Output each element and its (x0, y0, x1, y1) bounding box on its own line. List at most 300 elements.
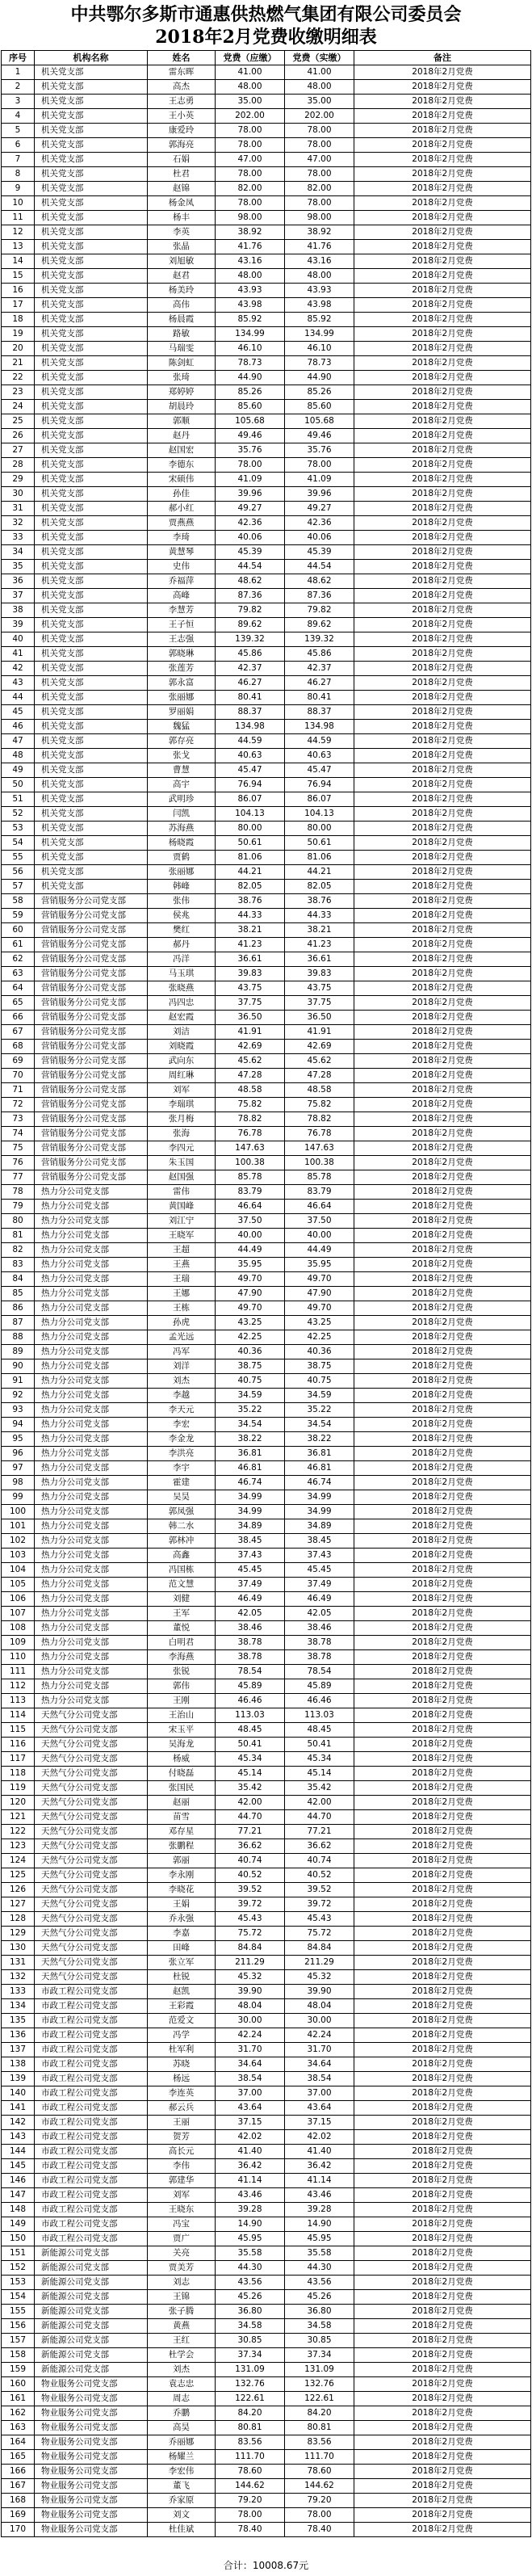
cell-remark: 2018年2月党费 (354, 720, 531, 734)
cell-org: 机关党支部 (35, 720, 148, 734)
cell-remark: 2018年2月党费 (354, 909, 531, 923)
cell-remark: 2018年2月党费 (354, 2014, 531, 2028)
cell-due: 43.25 (216, 1316, 285, 1330)
cell-name: 郭林冲 (148, 1534, 216, 1549)
table-row (2, 2101, 531, 2116)
cell-paid: 34.54 (285, 1418, 354, 1432)
cell-name: 付晓磊 (148, 1767, 216, 1781)
table-row (2, 400, 531, 414)
cell-paid: 48.45 (285, 1723, 354, 1738)
cell-org: 机关党支部 (35, 473, 148, 487)
cell-remark: 2018年2月党费 (354, 1185, 531, 1200)
cell-index: 68 (2, 1040, 35, 1054)
cell-org: 新能源公司党支部 (35, 2348, 148, 2363)
cell-name: 黄慧琴 (148, 545, 216, 560)
cell-name: 张丽娜 (148, 865, 216, 880)
cell-index: 54 (2, 836, 35, 851)
cell-due: 35.76 (216, 443, 285, 458)
cell-index: 131 (2, 1956, 35, 1970)
table-row (2, 1098, 531, 1112)
table-row (2, 1519, 531, 1534)
cell-org: 热力分公司党支部 (35, 1621, 148, 1636)
cell-remark: 2018年2月党费 (354, 1897, 531, 1912)
cell-remark: 2018年2月党费 (354, 1883, 531, 1897)
cell-due: 46.46 (216, 1694, 285, 1708)
cell-due: 39.83 (216, 967, 285, 981)
cell-name: 杜佳斌 (148, 2523, 216, 2537)
cell-remark: 2018年2月党费 (354, 952, 531, 967)
cell-due: 49.27 (216, 502, 285, 516)
cell-due: 47.28 (216, 1069, 285, 1083)
cell-name: 李四元 (148, 1141, 216, 1156)
cell-org: 物业服务公司党支部 (35, 2479, 148, 2494)
cell-remark: 2018年2月党费 (354, 2101, 531, 2116)
cell-index: 30 (2, 487, 35, 502)
cell-index: 127 (2, 1897, 35, 1912)
cell-index: 156 (2, 2319, 35, 2334)
cell-index: 121 (2, 1810, 35, 1825)
table-row (2, 2290, 531, 2305)
cell-name: 苗雪 (148, 1810, 216, 1825)
cell-paid: 47.28 (285, 1069, 354, 1083)
cell-remark: 2018年2月党费 (354, 531, 531, 545)
table-row (2, 2276, 531, 2290)
cell-name: 张晓燕 (148, 981, 216, 996)
table-row (2, 2130, 531, 2145)
cell-index: 164 (2, 2435, 35, 2450)
cell-due: 43.56 (216, 2276, 285, 2290)
table-row (2, 1927, 531, 1941)
table-row (2, 1389, 531, 1403)
cell-paid: 35.42 (285, 1781, 354, 1796)
cell-paid: 134.98 (285, 720, 354, 734)
cell-name: 高宇 (148, 778, 216, 792)
cell-org: 市政工程公司党支部 (35, 2145, 148, 2159)
cell-org: 营销服务分公司党支部 (35, 1170, 148, 1185)
cell-paid: 80.41 (285, 691, 354, 705)
cell-remark: 2018年2月党费 (354, 1054, 531, 1069)
cell-name: 周红琳 (148, 1069, 216, 1083)
cell-paid: 78.00 (285, 167, 354, 182)
cell-name: 邓存星 (148, 1825, 216, 1839)
table-row (2, 458, 531, 473)
cell-name: 赵锦 (148, 182, 216, 196)
cell-due: 35.00 (216, 95, 285, 109)
table-row (2, 1316, 531, 1330)
table-row (2, 2072, 531, 2086)
cell-org: 热力分公司党支部 (35, 1316, 148, 1330)
cell-name: 赵凯 (148, 1985, 216, 1999)
cell-remark: 2018年2月党费 (354, 1519, 531, 1534)
cell-index: 133 (2, 1985, 35, 1999)
cell-index: 149 (2, 2217, 35, 2232)
cell-due: 44.90 (216, 371, 285, 385)
cell-due: 36.61 (216, 952, 285, 967)
cell-name: 刘军 (148, 2188, 216, 2203)
table-row (2, 1854, 531, 1868)
cell-paid: 78.00 (285, 138, 354, 153)
cell-remark: 2018年2月党费 (354, 182, 531, 196)
cell-remark: 2018年2月党费 (354, 2086, 531, 2101)
cell-due: 78.00 (216, 124, 285, 138)
cell-paid: 38.92 (285, 225, 354, 240)
cell-index: 82 (2, 1243, 35, 1258)
cell-org: 新能源公司党支部 (35, 2246, 148, 2261)
cell-remark: 2018年2月党费 (354, 1476, 531, 1490)
table-row (2, 1476, 531, 1490)
cell-remark: 2018年2月党费 (354, 2116, 531, 2130)
cell-paid: 36.50 (285, 1011, 354, 1025)
table-row (2, 2188, 531, 2203)
cell-due: 45.32 (216, 1970, 285, 1985)
cell-index: 137 (2, 2043, 35, 2057)
table-row (2, 807, 531, 822)
cell-remark: 2018年2月党费 (354, 560, 531, 574)
cell-org: 营销服务分公司党支部 (35, 1112, 148, 1127)
cell-due: 42.36 (216, 516, 285, 531)
cell-remark: 2018年2月党费 (354, 1098, 531, 1112)
cell-due: 49.70 (216, 1272, 285, 1287)
table-row (2, 981, 531, 996)
cell-due: 45.34 (216, 1752, 285, 1767)
table-row (2, 2116, 531, 2130)
cell-due: 81.06 (216, 851, 285, 865)
cell-org: 新能源公司党支部 (35, 2319, 148, 2334)
cell-paid: 134.99 (285, 327, 354, 342)
cell-index: 116 (2, 1738, 35, 1752)
cell-name: 杜锐 (148, 1970, 216, 1985)
cell-paid: 81.06 (285, 851, 354, 865)
cell-index: 113 (2, 1694, 35, 1708)
cell-remark: 2018年2月党费 (354, 1403, 531, 1418)
cell-org: 热力分公司党支部 (35, 1665, 148, 1679)
cell-index: 48 (2, 749, 35, 763)
cell-paid: 75.72 (285, 1927, 354, 1941)
table-row (2, 1330, 531, 1345)
cell-due: 202.00 (216, 109, 285, 124)
cell-remark: 2018年2月党费 (354, 473, 531, 487)
table-row (2, 95, 531, 109)
cell-remark: 2018年2月党费 (354, 414, 531, 429)
cell-paid: 43.56 (285, 2276, 354, 2290)
cell-index: 25 (2, 414, 35, 429)
cell-index: 55 (2, 851, 35, 865)
cell-index: 36 (2, 574, 35, 589)
cell-paid: 41.91 (285, 1025, 354, 1040)
cell-org: 机关党支部 (35, 792, 148, 807)
cell-remark: 2018年2月党费 (354, 938, 531, 952)
cell-org: 市政工程公司党支部 (35, 1985, 148, 1999)
cell-remark: 2018年2月党费 (354, 705, 531, 720)
cell-org: 热力分公司党支部 (35, 1679, 148, 1694)
cell-paid: 43.98 (285, 298, 354, 313)
cell-due: 41.09 (216, 473, 285, 487)
cell-paid: 211.29 (285, 1956, 354, 1970)
cell-paid: 45.34 (285, 1752, 354, 1767)
cell-paid: 78.00 (285, 2508, 354, 2523)
cell-org: 机关党支部 (35, 763, 148, 778)
cell-org: 机关党支部 (35, 284, 148, 298)
cell-paid: 44.21 (285, 865, 354, 880)
cell-remark: 2018年2月党费 (354, 1432, 531, 1447)
cell-org: 市政工程公司党支部 (35, 2203, 148, 2217)
cell-index: 8 (2, 167, 35, 182)
cell-remark: 2018年2月党费 (354, 996, 531, 1011)
cell-due: 78.00 (216, 196, 285, 211)
cell-paid: 43.16 (285, 254, 354, 269)
cell-due: 85.60 (216, 400, 285, 414)
cell-name: 郝小红 (148, 502, 216, 516)
table-row (2, 792, 531, 807)
cell-due: 37.49 (216, 1578, 285, 1592)
cell-org: 热力分公司党支部 (35, 1578, 148, 1592)
cell-due: 37.75 (216, 996, 285, 1011)
cell-due: 44.49 (216, 1243, 285, 1258)
cell-remark: 2018年2月党费 (354, 923, 531, 938)
cell-name: 王子恒 (148, 618, 216, 632)
cell-name: 李连英 (148, 2086, 216, 2101)
cell-paid: 41.23 (285, 938, 354, 952)
cell-name: 王晓东 (148, 2203, 216, 2217)
cell-org: 机关党支部 (35, 502, 148, 516)
cell-org: 新能源公司党支部 (35, 2363, 148, 2377)
table-row (2, 1301, 531, 1316)
cell-paid: 37.75 (285, 996, 354, 1011)
cell-name: 张丽娜 (148, 691, 216, 705)
cell-paid: 80.81 (285, 2421, 354, 2435)
cell-index: 154 (2, 2290, 35, 2305)
cell-remark: 2018年2月党费 (354, 2334, 531, 2348)
cell-org: 机关党支部 (35, 371, 148, 385)
cell-due: 132.76 (216, 2377, 285, 2392)
cell-name: 陈剑虹 (148, 356, 216, 371)
cell-remark: 2018年2月党费 (354, 1141, 531, 1156)
cell-paid: 37.50 (285, 1214, 354, 1229)
cell-index: 124 (2, 1854, 35, 1868)
cell-remark: 2018年2月党费 (354, 1258, 531, 1272)
cell-org: 机关党支部 (35, 342, 148, 356)
cell-paid: 43.25 (285, 1316, 354, 1330)
cell-due: 39.90 (216, 1985, 285, 1999)
table-row (2, 2217, 531, 2232)
cell-name: 赵君 (148, 269, 216, 284)
cell-paid: 45.26 (285, 2290, 354, 2305)
cell-due: 78.00 (216, 138, 285, 153)
cell-due: 48.45 (216, 1723, 285, 1738)
table-row (2, 1534, 531, 1549)
cell-name: 武向东 (148, 1054, 216, 1069)
cell-index: 114 (2, 1708, 35, 1723)
table-row (2, 2479, 531, 2494)
table-row (2, 327, 531, 342)
table-row (2, 1665, 531, 1679)
cell-due: 45.26 (216, 2290, 285, 2305)
cell-remark: 2018年2月党费 (354, 1112, 531, 1127)
cell-remark: 2018年2月党费 (354, 443, 531, 458)
cell-index: 21 (2, 356, 35, 371)
cell-remark: 2018年2月党费 (354, 1040, 531, 1054)
cell-org: 营销服务分公司党支部 (35, 1069, 148, 1083)
cell-org: 热力分公司党支部 (35, 1389, 148, 1403)
cell-index: 6 (2, 138, 35, 153)
table-row (2, 1170, 531, 1185)
cell-name: 杨远 (148, 2072, 216, 2086)
table-row (2, 632, 531, 647)
table-row (2, 1490, 531, 1505)
cell-name: 李晓花 (148, 1883, 216, 1897)
cell-org: 市政工程公司党支部 (35, 1999, 148, 2014)
cell-remark: 2018年2月党费 (354, 2348, 531, 2363)
cell-due: 37.34 (216, 2348, 285, 2363)
table-row (2, 80, 531, 95)
cell-remark: 2018年2月党费 (354, 298, 531, 313)
cell-org: 热力分公司党支部 (35, 1694, 148, 1708)
cell-remark: 2018年2月党费 (354, 1127, 531, 1141)
cell-remark: 2018年2月党费 (354, 807, 531, 822)
cell-paid: 37.43 (285, 1549, 354, 1563)
cell-index: 102 (2, 1534, 35, 1549)
cell-org: 市政工程公司党支部 (35, 2057, 148, 2072)
cell-remark: 2018年2月党费 (354, 211, 531, 225)
column-header-name: 姓名 (148, 51, 216, 65)
cell-org: 市政工程公司党支部 (35, 2232, 148, 2246)
cell-paid: 39.72 (285, 1897, 354, 1912)
cell-remark: 2018年2月党费 (354, 2159, 531, 2174)
cell-remark: 2018年2月党费 (354, 1970, 531, 1985)
cell-org: 热力分公司党支部 (35, 1490, 148, 1505)
cell-remark: 2018年2月党费 (354, 487, 531, 502)
table-row (2, 1025, 531, 1040)
table-row (2, 909, 531, 923)
cell-name: 王彩霞 (148, 1999, 216, 2014)
cell-org: 物业服务公司党支部 (35, 2508, 148, 2523)
cell-org: 新能源公司党支部 (35, 2290, 148, 2305)
cell-paid: 48.62 (285, 574, 354, 589)
cell-index: 44 (2, 691, 35, 705)
cell-name: 刘杰 (148, 2363, 216, 2377)
table-row (2, 531, 531, 545)
cell-paid: 40.75 (285, 1374, 354, 1389)
cell-index: 147 (2, 2188, 35, 2203)
cell-index: 104 (2, 1563, 35, 1578)
cell-org: 物业服务公司党支部 (35, 2377, 148, 2392)
cell-paid: 39.52 (285, 1883, 354, 1897)
cell-due: 34.59 (216, 1389, 285, 1403)
cell-name: 王小英 (148, 109, 216, 124)
cell-due: 131.09 (216, 2363, 285, 2377)
cell-org: 新能源公司党支部 (35, 2305, 148, 2319)
cell-index: 64 (2, 981, 35, 996)
cell-remark: 2018年2月党费 (354, 574, 531, 589)
cell-remark: 2018年2月党费 (354, 2276, 531, 2290)
cell-index: 135 (2, 2014, 35, 2028)
cell-remark: 2018年2月党费 (354, 2479, 531, 2494)
cell-due: 40.06 (216, 531, 285, 545)
cell-due: 43.75 (216, 981, 285, 996)
table-row (2, 2334, 531, 2348)
cell-remark: 2018年2月党费 (354, 1229, 531, 1243)
cell-name: 冯国栋 (148, 1563, 216, 1578)
cell-paid: 89.62 (285, 618, 354, 632)
cell-index: 108 (2, 1621, 35, 1636)
cell-name: 张晶 (148, 240, 216, 254)
cell-due: 42.24 (216, 2028, 285, 2043)
cell-paid: 83.79 (285, 1185, 354, 1200)
table-row (2, 2406, 531, 2421)
cell-index: 29 (2, 473, 35, 487)
cell-due: 80.81 (216, 2421, 285, 2435)
cell-paid: 44.90 (285, 371, 354, 385)
cell-remark: 2018年2月党费 (354, 371, 531, 385)
cell-remark: 2018年2月党费 (354, 749, 531, 763)
cell-due: 44.70 (216, 1810, 285, 1825)
cell-paid: 104.13 (285, 807, 354, 822)
cell-name: 乔永强 (148, 1912, 216, 1927)
table-row (2, 502, 531, 516)
cell-due: 82.05 (216, 880, 285, 894)
cell-remark: 2018年2月党费 (354, 1825, 531, 1839)
table-row (2, 1447, 531, 1461)
cell-index: 129 (2, 1927, 35, 1941)
cell-index: 106 (2, 1592, 35, 1607)
cell-due: 36.81 (216, 1447, 285, 1461)
table-row (2, 676, 531, 691)
cell-paid: 86.07 (285, 792, 354, 807)
cell-paid: 45.89 (285, 1679, 354, 1694)
cell-remark: 2018年2月党费 (354, 225, 531, 240)
cell-paid: 42.36 (285, 516, 354, 531)
cell-remark: 2018年2月党费 (354, 1912, 531, 1927)
table-row (2, 1810, 531, 1825)
cell-remark: 2018年2月党费 (354, 967, 531, 981)
table-row (2, 1258, 531, 1272)
cell-due: 98.00 (216, 211, 285, 225)
cell-index: 153 (2, 2276, 35, 2290)
cell-paid: 34.89 (285, 1519, 354, 1534)
cell-org: 市政工程公司党支部 (35, 2159, 148, 2174)
cell-paid: 31.70 (285, 2043, 354, 2057)
cell-org: 机关党支部 (35, 822, 148, 836)
cell-index: 57 (2, 880, 35, 894)
cell-remark: 2018年2月党费 (354, 880, 531, 894)
cell-index: 123 (2, 1839, 35, 1854)
cell-remark: 2018年2月党费 (354, 240, 531, 254)
cell-paid: 46.10 (285, 342, 354, 356)
cell-index: 165 (2, 2450, 35, 2465)
cell-paid: 77.21 (285, 1825, 354, 1839)
cell-remark: 2018年2月党费 (354, 196, 531, 211)
cell-org: 机关党支部 (35, 95, 148, 109)
cell-index: 162 (2, 2406, 35, 2421)
cell-due: 44.30 (216, 2261, 285, 2276)
cell-paid: 41.76 (285, 240, 354, 254)
cell-org: 热力分公司党支部 (35, 1534, 148, 1549)
cell-paid: 45.86 (285, 647, 354, 662)
cell-index: 168 (2, 2494, 35, 2508)
table-row (2, 1083, 531, 1098)
table-row (2, 691, 531, 705)
cell-index: 112 (2, 1679, 35, 1694)
table-header-row (2, 51, 531, 65)
cell-org: 市政工程公司党支部 (35, 2116, 148, 2130)
cell-index: 150 (2, 2232, 35, 2246)
cell-index: 92 (2, 1389, 35, 1403)
cell-due: 34.58 (216, 2319, 285, 2334)
table-row (2, 298, 531, 313)
cell-org: 天然气分公司党支部 (35, 1839, 148, 1854)
cell-due: 40.52 (216, 1868, 285, 1883)
cell-name: 李嘉 (148, 1927, 216, 1941)
